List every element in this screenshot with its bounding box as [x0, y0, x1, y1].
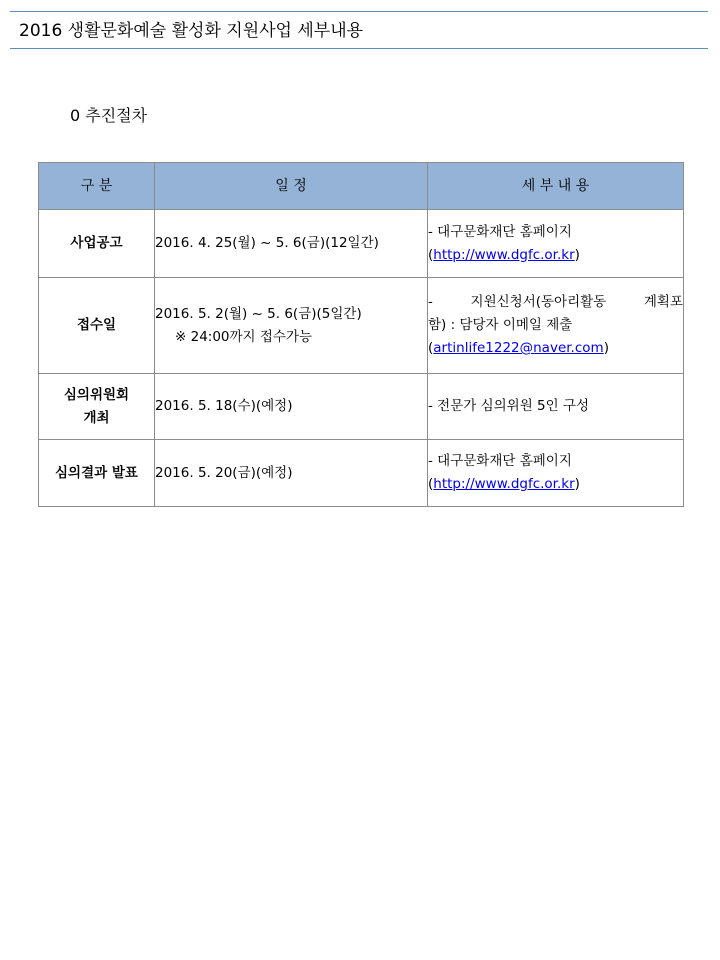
table-row — [39, 210, 684, 278]
schedule-note: ※ 24:00까지 접수가능 — [175, 328, 313, 345]
detail-cell — [428, 210, 684, 278]
homepage-link[interactable]: http://www.dgfc.or.kr — [433, 246, 575, 263]
document-title: 2016 생활문화예술 활성화 지원사업 세부내용 — [19, 21, 364, 41]
header-category: 구 분 — [39, 163, 155, 210]
category-cell — [39, 374, 155, 440]
detail-cell — [428, 278, 684, 374]
schedule-cell: 2016. 4. 25(월) ~ 5. 6(금)(12일간) — [155, 210, 428, 278]
detail-text: - 대구문화재단 홈페이지 — [428, 453, 572, 469]
table-header-row — [39, 163, 684, 210]
table-row — [39, 278, 684, 374]
detail-cell — [428, 440, 684, 507]
category-text: 심의위원회 — [63, 386, 130, 403]
category-text: 개최 — [83, 409, 110, 426]
header-rule-bottom — [10, 48, 708, 49]
detail-text: - 대구문화재단 홈페이지 — [428, 223, 572, 240]
detail-text: - 지원신청서(동아리활동 계획포 — [428, 294, 683, 310]
procedure-table — [38, 162, 684, 507]
category-cell: 사업공고 — [39, 210, 155, 278]
section-heading: 0 추진절차 — [70, 106, 148, 125]
email-link[interactable]: artinlife1222@naver.com — [433, 340, 604, 356]
header-detail: 세 부 내 용 — [428, 163, 684, 210]
schedule-cell: 2016. 5. 18(수)(예정) — [155, 374, 428, 440]
schedule-cell — [155, 278, 428, 374]
header-schedule: 일 정 — [155, 163, 428, 210]
detail-link-line: (artinlife1222@naver.com) — [428, 340, 609, 356]
detail-link-line: (http://www.dgfc.or.kr) — [428, 476, 580, 492]
homepage-link[interactable]: http://www.dgfc.or.kr — [433, 476, 575, 492]
detail-link-line: (http://www.dgfc.or.kr) — [428, 246, 580, 263]
table-row — [39, 440, 684, 507]
category-cell: 접수일 — [39, 278, 155, 374]
category-cell: 심의결과 발표 — [39, 440, 155, 507]
table-row — [39, 374, 684, 440]
detail-text: 함) : 담당자 이메일 제출 — [428, 317, 573, 333]
schedule-cell: 2016. 5. 20(금)(예정) — [155, 440, 428, 507]
header-rule-top — [10, 11, 708, 12]
detail-cell: - 전문가 심의위원 5인 구성 — [428, 374, 684, 440]
schedule-text: 2016. 5. 2(월) ~ 5. 6(금)(5일간) — [155, 305, 362, 322]
